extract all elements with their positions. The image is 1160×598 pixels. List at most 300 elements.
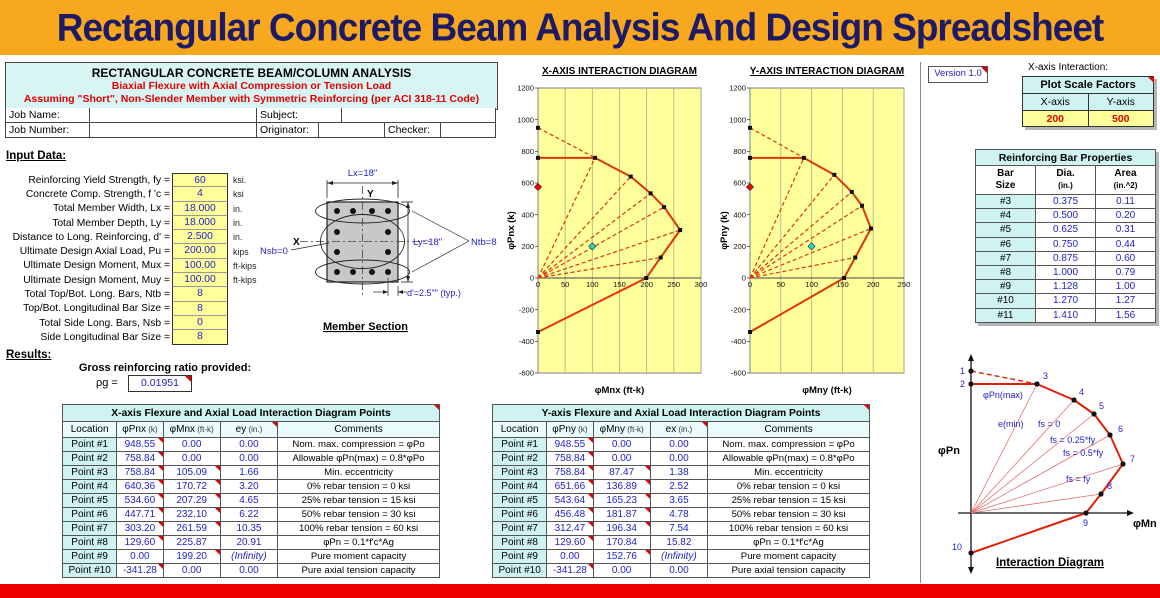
svg-text:1000: 1000	[517, 115, 534, 125]
input-value-cell[interactable]: 100.00	[172, 273, 228, 287]
points-table-cell: 181.87	[593, 508, 650, 522]
input-label: Side Longitudinal Bar Size =	[40, 331, 170, 343]
points-table-cell: 651.66	[547, 480, 593, 494]
input-unit: in.	[233, 203, 243, 214]
rebar-cell: 0.60	[1096, 251, 1156, 265]
points-table-row	[493, 438, 870, 452]
points-table-row	[493, 564, 870, 578]
job-name-input[interactable]	[90, 108, 257, 123]
points-table-cell: (Infinity)	[650, 550, 707, 564]
points-table-cell: 948.55	[547, 438, 593, 452]
rebar-cell: 0.625	[1036, 223, 1096, 237]
input-value-cell[interactable]: 8	[172, 302, 228, 316]
subject-label: Subject:	[257, 108, 342, 123]
rebar-row	[976, 223, 1156, 237]
svg-text:400: 400	[733, 210, 746, 220]
rebar-cell: 0.79	[1096, 265, 1156, 279]
rebar-cell: 1.270	[1036, 294, 1096, 308]
points-table-cell: Allowable φPn(max) = 0.8*φPo	[278, 452, 440, 466]
points-table-row	[493, 536, 870, 550]
points-table-cell: Nom. max. compression = φPo	[278, 438, 440, 452]
points-table-cell: 0.00	[650, 452, 707, 466]
points-table-cell: 25% rebar tension = 15 ksi	[708, 494, 870, 508]
rebar-row	[976, 209, 1156, 223]
points-table-cell: 3.20	[220, 480, 277, 494]
points-table-cell: 758.84	[547, 452, 593, 466]
svg-text:φMn: φMn	[1133, 518, 1157, 530]
svg-text:600: 600	[521, 178, 534, 188]
points-table-cell: 165.23	[593, 494, 650, 508]
rho-value-cell: 0.01951	[128, 375, 192, 392]
svg-text:3: 3	[1043, 371, 1049, 381]
y-axis-points-table	[492, 404, 870, 578]
plot-scale-factors-table	[1022, 76, 1154, 127]
rebar-cell: 0.875	[1036, 251, 1096, 265]
plot-scale-xaxis-value[interactable]: 200	[1023, 111, 1089, 127]
points-table-cell: Point #8	[63, 536, 117, 550]
points-table-cell: 50% rebar tension = 30 ksi	[278, 508, 440, 522]
svg-text:d'=2.5"" (typ.): d'=2.5"" (typ.)	[407, 288, 461, 298]
rebar-cell: 1.56	[1096, 308, 1156, 322]
points-table-cell: Nom. max. compression = φPo	[708, 438, 870, 452]
rebar-cell: 1.000	[1036, 265, 1096, 279]
points-table-cell: Point #10	[493, 564, 547, 578]
svg-text:φPn: φPn	[938, 445, 960, 457]
rebar-row	[976, 294, 1156, 308]
points-table-header: Location	[493, 422, 547, 438]
points-table-cell: Pure moment capacity	[278, 550, 440, 564]
svg-text:6: 6	[1118, 424, 1124, 434]
checker-input[interactable]	[441, 123, 496, 138]
rebar-row	[976, 251, 1156, 265]
points-table-cell: 758.84	[117, 452, 163, 466]
job-number-label: Job Number:	[5, 123, 90, 138]
points-table-cell: 15.82	[650, 536, 707, 550]
points-table-cell: Point #9	[493, 550, 547, 564]
points-table-cell: 0.00	[650, 564, 707, 578]
points-table-row	[63, 508, 440, 522]
points-table-cell: 0.00	[117, 550, 163, 564]
svg-text:250: 250	[897, 280, 911, 289]
points-table-cell: 6.22	[220, 508, 277, 522]
points-table-row	[63, 452, 440, 466]
originator-label: Originator:	[257, 123, 319, 138]
svg-text:600: 600	[733, 178, 746, 188]
input-label: Total Side Long. Bars, Nsb =	[39, 317, 170, 329]
rebar-row	[976, 195, 1156, 209]
input-unit: in.	[233, 218, 243, 229]
points-table-cell: 3.65	[650, 494, 707, 508]
input-label: Distance to Long. Reinforcing, d' =	[12, 231, 170, 243]
plot-scale-yaxis-header: Y-axis	[1088, 94, 1154, 111]
rebar-cell: 1.00	[1096, 280, 1156, 294]
points-table-cell: 207.29	[163, 494, 220, 508]
points-table-row	[63, 522, 440, 536]
svg-text:1: 1	[960, 366, 966, 376]
points-table-cell: (Infinity)	[220, 550, 277, 564]
input-value-cell[interactable]: 8	[172, 330, 228, 344]
svg-text:200: 200	[866, 280, 880, 289]
svg-text:5: 5	[1099, 401, 1105, 411]
points-table-cell: 640.36	[117, 480, 163, 494]
points-table-cell: 758.84	[547, 466, 593, 480]
rebar-cell: #10	[976, 294, 1036, 308]
input-label: Ultimate Design Axial Load, Pu =	[19, 246, 170, 258]
points-table-cell: 152.76	[593, 550, 650, 564]
points-table-cell: Point #5	[493, 494, 547, 508]
rebar-cell: #9	[976, 280, 1036, 294]
points-table-cell: Point #10	[63, 564, 117, 578]
points-table-cell: 0.00	[220, 452, 277, 466]
svg-text:200: 200	[733, 242, 746, 252]
input-value-cell[interactable]: 200.00	[172, 244, 228, 258]
svg-text:fs = 0.25*fy: fs = 0.25*fy	[1050, 435, 1096, 445]
svg-text:150: 150	[613, 280, 626, 289]
points-table-cell: 0% rebar tension = 0 ksi	[278, 480, 440, 494]
points-table-cell: -341.28	[547, 564, 593, 578]
points-table-cell: Point #6	[493, 508, 547, 522]
rebar-cell: #11	[976, 308, 1036, 322]
rebar-table-title: Reinforcing Bar Properties	[976, 150, 1156, 166]
svg-text:300: 300	[694, 280, 708, 289]
svg-text:Y: Y	[367, 189, 374, 200]
input-label: Total Top/Bot. Long. Bars, Ntb =	[24, 289, 170, 301]
svg-text:-200: -200	[518, 305, 534, 315]
input-data-heading: Input Data:	[6, 150, 67, 162]
points-table-cell: 447.71	[117, 508, 163, 522]
input-value-cell[interactable]: 2.500	[172, 230, 228, 244]
svg-text:-600: -600	[730, 368, 746, 378]
job-info-block	[5, 108, 496, 138]
points-table-cell: 225.87	[163, 536, 220, 550]
svg-text:200: 200	[521, 242, 534, 252]
points-table-cell: φPn = 0.1*f'c*Ag	[708, 536, 870, 550]
svg-text:0: 0	[535, 280, 541, 289]
points-table-cell: 758.84	[117, 466, 163, 480]
svg-text:φPnx (k): φPnx (k)	[506, 211, 517, 250]
points-table-cell: 232.10	[163, 508, 220, 522]
points-table-cell: 948.55	[117, 438, 163, 452]
svg-text:100: 100	[585, 280, 599, 289]
subject-input[interactable]	[342, 108, 496, 123]
points-table-cell: 543.64	[547, 494, 593, 508]
job-row-2	[5, 123, 496, 138]
points-table-row	[493, 550, 870, 564]
input-label: Total Member Width, Lx =	[52, 203, 170, 215]
points-table-cell: 0% rebar tension = 0 ksi	[708, 480, 870, 494]
input-label: Concrete Comp. Strength, f 'c =	[25, 188, 170, 200]
points-table-cell: Min. eccentricity	[708, 466, 870, 480]
points-table-cell: 303.20	[117, 522, 163, 536]
svg-text:Y-AXIS INTERACTION DIAGRAM: Y-AXIS INTERACTION DIAGRAM	[749, 66, 905, 77]
rebar-cell: 0.20	[1096, 209, 1156, 223]
points-table-cell: 136.89	[593, 480, 650, 494]
rebar-row	[976, 237, 1156, 251]
svg-text:0: 0	[741, 273, 746, 283]
svg-text:-400: -400	[730, 337, 746, 347]
svg-text:φPn(max): φPn(max)	[983, 390, 1023, 400]
points-table-row	[63, 564, 440, 578]
rebar-cell: 1.27	[1096, 294, 1156, 308]
points-table-row	[63, 466, 440, 480]
points-table-row	[493, 508, 870, 522]
points-table-cell: Point #3	[493, 466, 547, 480]
version-badge: Version 1.0	[928, 66, 988, 83]
points-table-cell: Pure axial tension capacity	[708, 564, 870, 578]
rebar-properties-table	[975, 149, 1156, 323]
points-table-row	[63, 536, 440, 550]
svg-text:200: 200	[640, 280, 654, 289]
points-table-cell: 50% rebar tension = 30 ksi	[708, 508, 870, 522]
points-table-cell: 0.00	[163, 438, 220, 452]
svg-text:Member Section: Member Section	[323, 321, 408, 333]
svg-text:1200: 1200	[517, 83, 534, 93]
svg-text:φMnx (ft-k): φMnx (ft-k)	[594, 385, 645, 396]
points-table-cell: 312.47	[547, 522, 593, 536]
points-table-cell: 1.38	[650, 466, 707, 480]
points-table-cell: Point #9	[63, 550, 117, 564]
points-table-cell: Pure moment capacity	[708, 550, 870, 564]
member-section-diagram	[255, 150, 505, 345]
points-table-cell: Point #1	[63, 438, 117, 452]
input-unit: ksi	[233, 189, 244, 200]
input-value-cell[interactable]: 60	[172, 173, 228, 187]
gross-ratio-label: Gross reinforcing ratio provided:	[78, 362, 252, 374]
rebar-row	[976, 308, 1156, 322]
points-table-row	[493, 466, 870, 480]
svg-text:e(min): e(min)	[998, 419, 1024, 429]
points-table-cell: Point #4	[63, 480, 117, 494]
svg-text:φMny (ft-k): φMny (ft-k)	[802, 385, 852, 396]
points-table-cell: Point #7	[493, 522, 547, 536]
input-label: Top/Bot. Longitudinal Bar Size =	[23, 303, 170, 315]
rebar-cell: 0.375	[1036, 195, 1096, 209]
points-table-header: Location	[63, 422, 117, 438]
points-table-row	[63, 438, 440, 452]
svg-text:2: 2	[960, 379, 966, 389]
rebar-cell: 0.500	[1036, 209, 1096, 223]
points-table-cell: φPn = 0.1*f'c*Ag	[278, 536, 440, 550]
points-table-cell: 0.00	[650, 438, 707, 452]
points-table-header: ey (in.)	[220, 422, 277, 438]
points-table-cell: 0.00	[163, 564, 220, 578]
y-axis-interaction-chart	[718, 62, 916, 398]
interaction-diagram-sketch	[930, 352, 1160, 584]
points-table-header: φPny (k)	[547, 422, 593, 438]
input-label: Ultimate Design Moment, Mux =	[23, 260, 170, 272]
job-number-input[interactable]	[90, 123, 257, 138]
svg-text:250: 250	[667, 280, 681, 289]
points-table-cell: 170.72	[163, 480, 220, 494]
rebar-cell: #4	[976, 209, 1036, 223]
points-table-cell: 129.60	[117, 536, 163, 550]
points-table-header: Comments	[278, 422, 440, 438]
points-table-row	[493, 494, 870, 508]
svg-text:1000: 1000	[729, 115, 746, 125]
rebar-cell: #8	[976, 265, 1036, 279]
points-table-title: X-axis Flexure and Axial Load Interaction Diagram Points	[63, 405, 440, 422]
points-table-cell: 100% rebar tension = 60 ksi	[278, 522, 440, 536]
plot-scale-title: Plot Scale Factors	[1023, 77, 1154, 94]
svg-text:400: 400	[521, 210, 534, 220]
rebar-cell: #7	[976, 251, 1036, 265]
sheet-title: RECTANGULAR CONCRETE BEAM/COLUMN ANALYSIS	[91, 66, 412, 80]
input-value-cell[interactable]: 0	[172, 316, 228, 330]
points-table-cell: Allowable φPn(max) = 0.8*φPo	[708, 452, 870, 466]
points-table-cell: 0.00	[547, 550, 593, 564]
rebar-col-size: Bar Size	[976, 166, 1036, 195]
points-table-row	[63, 480, 440, 494]
points-table-row	[493, 452, 870, 466]
points-table-cell: Point #8	[493, 536, 547, 550]
rebar-cell: 1.128	[1036, 280, 1096, 294]
rho-label: ρg =	[96, 377, 118, 389]
svg-text:100: 100	[805, 280, 818, 289]
points-table-cell: 87.47	[593, 466, 650, 480]
bottom-red-strip	[0, 584, 1160, 598]
points-table-cell: 4.65	[220, 494, 277, 508]
points-table-cell: Point #1	[493, 438, 547, 452]
rebar-row	[976, 280, 1156, 294]
points-table-title: Y-axis Flexure and Axial Load Interaction Diagram Points	[493, 405, 870, 422]
svg-text:Lx=18": Lx=18"	[347, 168, 378, 179]
rebar-cell: 0.750	[1036, 237, 1096, 251]
points-table-cell: Point #4	[493, 480, 547, 494]
rebar-cell: 0.11	[1096, 195, 1156, 209]
points-table-cell: 20.91	[220, 536, 277, 550]
plot-scale-xaxis-header: X-axis	[1023, 94, 1089, 111]
points-table-cell: 0.00	[220, 438, 277, 452]
points-table-cell: Point #7	[63, 522, 117, 536]
points-table-header: ex (in.)	[650, 422, 707, 438]
points-table-header: Comments	[708, 422, 870, 438]
input-value-cell[interactable]: 100.00	[172, 259, 228, 273]
svg-text:Interaction Diagram: Interaction Diagram	[996, 557, 1104, 569]
input-value-cell[interactable]: 18.000	[172, 216, 228, 230]
results-heading: Results:	[6, 349, 52, 361]
sheet-header	[5, 62, 498, 110]
input-value-cell[interactable]: 4	[172, 187, 228, 201]
svg-text:-400: -400	[518, 337, 534, 347]
rebar-cell: #3	[976, 195, 1036, 209]
input-label: Ultimate Design Moment, Muy =	[23, 274, 170, 286]
svg-text:X-AXIS INTERACTION DIAGRAM: X-AXIS INTERACTION DIAGRAM	[542, 66, 697, 77]
originator-input[interactable]	[319, 123, 385, 138]
rebar-col-dia: Dia. (in.)	[1036, 166, 1096, 195]
rebar-row	[976, 265, 1156, 279]
rebar-cell: #5	[976, 223, 1036, 237]
svg-text:10: 10	[952, 542, 963, 552]
points-table-cell: 4.78	[650, 508, 707, 522]
svg-text:-600: -600	[518, 368, 534, 378]
points-table-header: φMnx (ft-k)	[163, 422, 220, 438]
svg-text:8: 8	[1107, 481, 1113, 491]
points-table-row	[63, 494, 440, 508]
input-label: Total Member Depth, Ly =	[52, 217, 170, 229]
points-table-row	[493, 480, 870, 494]
svg-text:0: 0	[747, 280, 753, 289]
points-table-cell: Pure axial tension capacity	[278, 564, 440, 578]
svg-text:800: 800	[733, 147, 746, 157]
rebar-col-area: Area (in.^2)	[1096, 166, 1156, 195]
points-table-cell: 7.54	[650, 522, 707, 536]
svg-text:50: 50	[560, 280, 570, 289]
input-value-cell[interactable]: 8	[172, 287, 228, 301]
svg-text:Ntb=8: Ntb=8	[471, 237, 497, 248]
rebar-cell: 0.31	[1096, 223, 1156, 237]
svg-text:fs = 0: fs = 0	[1038, 419, 1061, 429]
points-table-cell: 0.00	[593, 564, 650, 578]
points-table-header: φPnx (k)	[117, 422, 163, 438]
points-table-cell: 196.34	[593, 522, 650, 536]
points-table-cell: 129.60	[547, 536, 593, 550]
title-banner	[0, 0, 1160, 55]
input-unit: in.	[233, 232, 243, 243]
svg-text:fs = 0.5*fy: fs = 0.5*fy	[1063, 448, 1104, 458]
points-table-cell: 261.59	[163, 522, 220, 536]
svg-text:0: 0	[529, 273, 534, 283]
points-table-cell: Point #2	[493, 452, 547, 466]
checker-label: Checker:	[385, 123, 441, 138]
svg-text:Nsb=0: Nsb=0	[260, 246, 288, 257]
points-table-row	[493, 522, 870, 536]
job-name-label: Job Name:	[5, 108, 90, 123]
svg-text:9: 9	[1083, 518, 1089, 528]
points-table-cell: Min. eccentricity	[278, 466, 440, 480]
rebar-cell: #6	[976, 237, 1036, 251]
points-table-cell: 105.09	[163, 466, 220, 480]
svg-text:φPny (k): φPny (k)	[719, 211, 730, 250]
svg-text:4: 4	[1079, 387, 1085, 397]
points-table-cell: -341.28	[117, 564, 163, 578]
svg-text:X: X	[293, 237, 300, 248]
x-axis-points-table	[62, 404, 440, 578]
points-table-header: φMny (ft-k)	[593, 422, 650, 438]
svg-text:1200: 1200	[729, 83, 746, 93]
points-table-cell: 0.00	[220, 564, 277, 578]
points-table-cell: 0.00	[593, 452, 650, 466]
job-row-1	[5, 108, 496, 123]
points-table-cell: Point #2	[63, 452, 117, 466]
points-table-cell: 170.84	[593, 536, 650, 550]
svg-text:-200: -200	[730, 305, 746, 315]
print-area-divider	[920, 62, 921, 583]
svg-text:fs = fy: fs = fy	[1066, 474, 1091, 484]
input-unit: ft-kips	[233, 275, 257, 286]
points-table-cell: 0.00	[163, 452, 220, 466]
plot-scale-yaxis-value[interactable]: 500	[1088, 111, 1154, 127]
svg-text:150: 150	[836, 280, 849, 289]
input-unit: ft-kips	[233, 260, 257, 271]
points-table-cell: Point #5	[63, 494, 117, 508]
points-table-cell: 100% rebar tension = 60 ksi	[708, 522, 870, 536]
points-table-cell: 2.52	[650, 480, 707, 494]
points-table-cell: 10.35	[220, 522, 277, 536]
rebar-cell: 1.410	[1036, 308, 1096, 322]
svg-text:800: 800	[521, 147, 534, 157]
x-axis-interaction-caption: X-axis Interaction:	[1028, 62, 1109, 73]
x-axis-interaction-chart	[505, 62, 718, 398]
points-table-cell: 0.00	[593, 438, 650, 452]
input-unit: kips	[233, 246, 249, 257]
input-value-cell[interactable]: 18.000	[172, 202, 228, 216]
svg-text:7: 7	[1130, 454, 1136, 464]
points-table-cell: 1.66	[220, 466, 277, 480]
points-table-cell: 25% rebar tension = 15 ksi	[278, 494, 440, 508]
points-table-row	[63, 550, 440, 564]
points-table-cell: Point #6	[63, 508, 117, 522]
svg-text:50: 50	[776, 280, 786, 289]
